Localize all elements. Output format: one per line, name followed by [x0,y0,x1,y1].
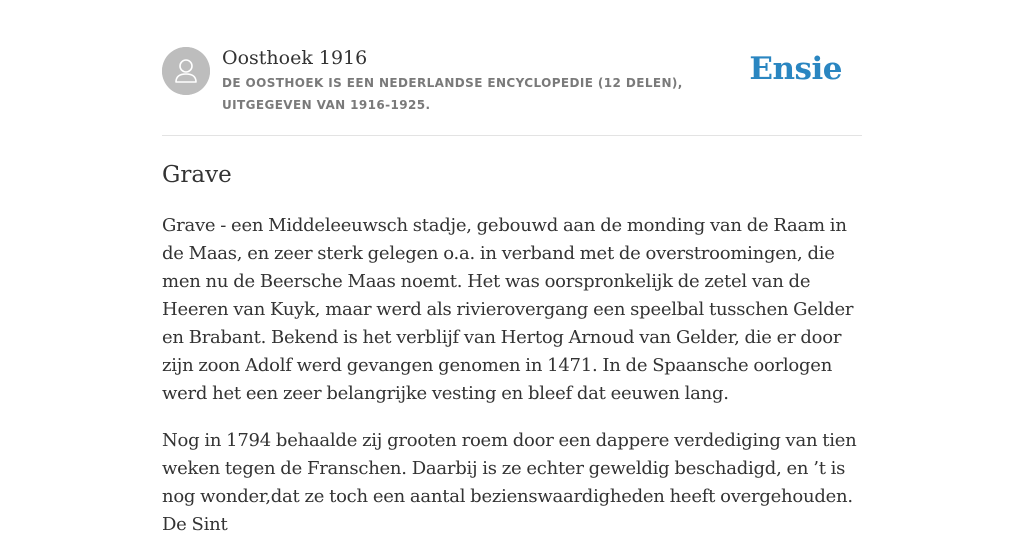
user-silhouette-icon[interactable] [162,47,210,95]
article-body [162,212,862,558]
source-description: DE OOSTHOEK IS EEN NEDERLANDSE ENCYCLOPEDIE (12 DELEN), UITGEGEVEN VAN 1916-1925. [222,76,683,112]
content-container [162,0,862,535]
article-paragraph: Grave - een Middeleeuwsch stadje, gebouwd aan de monding van de Raam in de Maas, en zeer sterk gelegen o.a. in verband met de overstroomingen, die men nu de Beersche Maas noemt. Het was oorspronkelijk de zetel van de Heeren van Kuyk, maar werd als rivierovergang een speelbal tusschen Gelder en Brabant. Bekend is het verblijf van Hertog Arnoud van Gelder, die er door zijn zoon Adolf werd gevangen genomen in 1471. In de Spaansche oorlogen werd het een zeer belangrijke vesting en bleef dat eeuwen lang. [162,215,854,404]
brand-logo-link[interactable]: Ensie [749,51,842,87]
source-header [162,0,862,136]
article-paragraph: Nog in 1794 behaalde zij grooten roem door een dappere verdediging van tien weken tegen de Franschen. Daarbij is ze echter geweldig beschadigd, en ’t is nog wonder,dat ze toch een aantal bezienswaardigheden heeft overgehouden. De Sint [162,430,857,535]
article-title: Grave [162,162,232,188]
source-title[interactable]: Oosthoek 1916 [222,47,368,69]
